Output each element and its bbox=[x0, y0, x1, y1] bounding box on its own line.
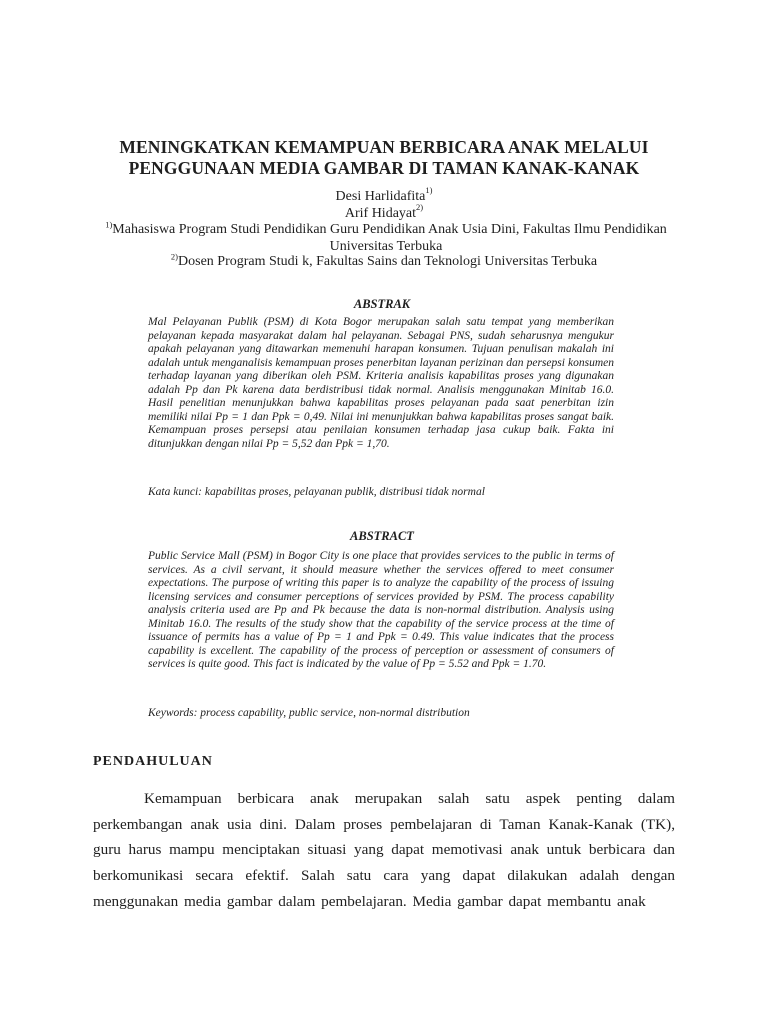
affiliation-marker: 1) bbox=[105, 219, 113, 230]
title-line-2: PENGGUNAAN MEDIA GAMBAR DI TAMAN KANAK-KANAK bbox=[128, 158, 640, 178]
abstract-body: Public Service Mall (PSM) in Bogor City is one place that provides services to the public in terms of services. As a civil servant, it should measure whether the services offered to meet consumer expectations. The purpose of writing this paper is to analyze the capability of the process of issuing licensing services and consumer perceptions of services provided by PSM. The process capability analysis criteria used are Pp and Pk because the data is non-normal distribution. Analysis using Minitab 16.0. The results of the study show that the capability of the service process at the time of issuance of permits has a value of Pp = 1 and Ppk = 0.49. This value indicates that the process capability is excellent. The capability of the process of perception or assessment of consumers of services is quite good. This fact is indicated by the value of Pp = 5.52 and Ppk = 1.70. bbox=[148, 550, 614, 671]
affiliation-2 bbox=[60, 253, 708, 270]
author-marker: 2) bbox=[416, 202, 424, 213]
abstract-keywords: Keywords: process capability, public service, non-normal distribution bbox=[148, 707, 470, 719]
section-heading: PENDAHULUAN bbox=[93, 754, 213, 769]
affiliation-1 bbox=[98, 221, 674, 255]
abstrak-keywords: Kata kunci: kapabilitas proses, pelayanan publik, distribusi tidak normal bbox=[148, 486, 485, 498]
affiliation-text: Mahasiswa Program Studi Pendidikan Guru Pendidikan Anak Usia Dini, Fakultas Ilmu Pendidikan Universitas Terbuka bbox=[112, 222, 667, 254]
intro-paragraph: Kemampuan berbicara anak merupakan salah satu aspek penting dalam perkembangan anak usia dini. Dalam proses pembelajaran di Taman Kanak-Kanak (TK), guru harus mampu menciptakan situasi yang dapat memotivasi anak untuk berbicara dan berkomunikasi secara efektif. Salah satu cara yang dapat dilakukan adalah dengan menggunakan media gambar dalam pembelajaran. Media gambar dapat membantu anak bbox=[93, 790, 675, 910]
affiliation-marker: 2) bbox=[170, 251, 179, 262]
affiliation-text: Dosen Program Studi k, Fakultas Sains dan Teknologi Universitas Terbuka bbox=[178, 254, 598, 269]
paper-title bbox=[60, 137, 708, 179]
author-marker: 1) bbox=[425, 185, 433, 196]
abstrak-body: Mal Pelayanan Publik (PSM) di Kota Bogor merupakan salah satu tempat yang memberikan pelayanan kepada masyarakat dalam hal pelayanan. Sebagai PNS, sudah seharusnya mengukur apakah pelayanan yang ditawarkan memenuhi harapan konsumen. Tujuan penulisan makalah ini adalah untuk menganalisis kemampuan proses penerbitan layanan perizinan dan persepsi konsumen terhadap layanan yang diberikan oleh PSM. Kriteria analisis kapabilitas proses yang digunakan adalah Pp dan Pk karena data berdistribusi tidak normal. Analisis menggunakan Minitab 16.0. Hasil penelitian menunjukkan bahwa kapabilitas proses pelayanan pada saat penerbitan izin memiliki nilai Pp = 1 dan Ppk = 0,49. Nilai ini menunjukkan bahwa kapabilitas proses sangat baik. Kemampuan proses persepsi atau penilaian konsumen terhadap jasa cukup baik. Fakta ini ditunjukkan dengan nilai Pp = 5,52 dan Ppk = 1,70. bbox=[148, 316, 614, 450]
abstrak-heading: ABSTRAK bbox=[353, 297, 411, 311]
abstract-heading: ABSTRACT bbox=[350, 529, 414, 543]
title-line-1: MENINGKATKAN KEMAMPUAN BERBICARA ANAK MELALUI bbox=[119, 137, 649, 157]
author-name: Arif Hidayat bbox=[344, 206, 417, 221]
author-1 bbox=[60, 185, 708, 205]
author-2 bbox=[60, 202, 708, 222]
author-name: Desi Harlidafita bbox=[335, 189, 426, 204]
author-list bbox=[60, 185, 708, 222]
